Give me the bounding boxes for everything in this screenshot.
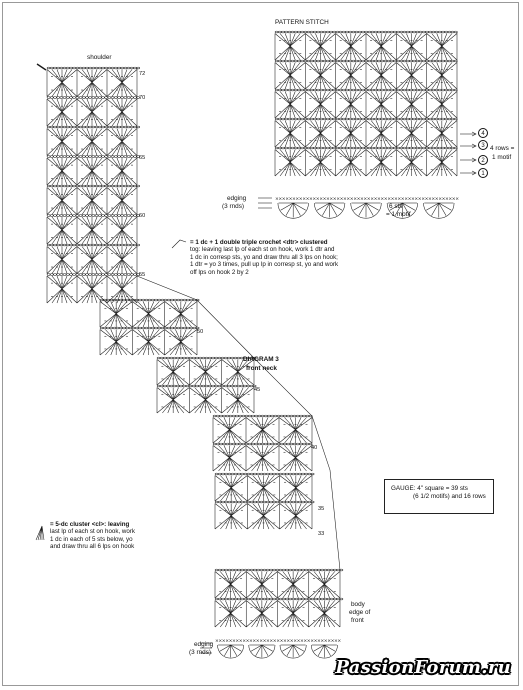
row-number-45: 45 — [254, 387, 261, 393]
svg-text:×: × — [322, 197, 327, 202]
svg-text:×: × — [310, 639, 315, 644]
row-marker-4: 4 — [478, 128, 488, 138]
svg-text:×: × — [356, 197, 361, 202]
pattern-stitch-edging — [275, 196, 459, 218]
svg-text:×: × — [319, 197, 324, 202]
svg-text:×: × — [306, 639, 311, 644]
svg-text:×: × — [315, 197, 320, 202]
svg-text:×: × — [438, 197, 443, 202]
legend-cluster-line-4: and draw thru all 6 lps on hook — [50, 543, 135, 551]
shoulder-label: shoulder — [87, 54, 112, 61]
svg-text:×: × — [309, 197, 313, 202]
svg-text:×: × — [288, 197, 293, 202]
legend-dtr-line-2: tog: leaving last lp of each st on hook, work 1 dtr and — [190, 246, 335, 254]
svg-text:×: × — [326, 197, 330, 202]
svg-text:×: × — [349, 197, 354, 202]
legend-dtr-line-4: 1 dtr = yo 3 times, pull up lp in corresp st, yo and work — [190, 261, 339, 269]
svg-text:×: × — [339, 197, 344, 202]
svg-text:×: × — [363, 197, 368, 202]
svg-text:×: × — [272, 639, 277, 644]
svg-text:×: × — [414, 197, 419, 202]
diagram-step-1 — [100, 299, 199, 355]
gauge-line-1: GAUGE: 4" square = 39 sts — [391, 485, 468, 492]
svg-text:×: × — [218, 639, 223, 644]
svg-text:×: × — [366, 197, 371, 202]
diagram-step-3 — [213, 415, 312, 471]
svg-text:×: × — [302, 197, 307, 202]
row-marker-2: 2 — [478, 155, 488, 165]
svg-text:×: × — [323, 639, 328, 644]
legend-cluster-line-2: last lp of each st on hook, work — [50, 528, 135, 536]
diagram-step-2 — [157, 357, 256, 413]
svg-text:×: × — [394, 197, 398, 202]
svg-text:×: × — [417, 197, 422, 202]
svg-text:×: × — [337, 639, 342, 644]
svg-text:×: × — [295, 197, 300, 202]
svg-text:×: × — [424, 197, 429, 202]
body-edge-label-3: front — [351, 617, 364, 624]
svg-text:×: × — [215, 639, 219, 644]
svg-text:×: × — [431, 197, 436, 202]
legend-dtr-line-5: off lps on hook 2 by 2 — [190, 268, 249, 276]
legend-dtr — [190, 239, 338, 276]
edging-bottom-label-1: edging — [194, 641, 214, 648]
svg-text:×: × — [441, 197, 446, 202]
diagram-bottom-edging — [215, 638, 341, 658]
svg-text:×: × — [221, 639, 226, 644]
gauge-line-2: (6 1/2 motifs) and 16 rows — [413, 492, 486, 500]
svg-text:×: × — [281, 197, 286, 202]
legend-cluster-line-3: 1 dc in each of 5 sts below, yo — [50, 535, 133, 543]
svg-text:×: × — [249, 639, 253, 644]
svg-text:×: × — [245, 639, 250, 644]
svg-text:×: × — [428, 197, 432, 202]
row-marker-3: 3 — [478, 140, 488, 150]
legend-cluster — [50, 521, 135, 551]
svg-text:×: × — [292, 197, 296, 202]
svg-text:×: × — [286, 639, 291, 644]
svg-text:×: × — [332, 197, 337, 202]
neck-edge-line — [37, 64, 340, 570]
svg-text:×: × — [289, 639, 294, 644]
diagram-title: DIAGRAM 3 — [243, 356, 279, 363]
edging-top-label-1: edging — [227, 195, 247, 202]
svg-text:×: × — [334, 639, 338, 644]
row-number-60: 60 — [139, 213, 146, 219]
svg-text:×: × — [303, 639, 308, 644]
svg-text:×: × — [434, 197, 439, 202]
pattern-stitch-title: PATTERN STITCH — [275, 19, 329, 26]
watermark-logo: PassionForum.ru — [335, 657, 511, 678]
row-number-72: 72 — [139, 71, 146, 77]
svg-text:×: × — [411, 197, 415, 202]
svg-text:×: × — [404, 197, 409, 202]
svg-text:×: × — [336, 197, 341, 202]
svg-text:×: × — [400, 197, 405, 202]
svg-text:×: × — [283, 639, 287, 644]
gauge-box — [384, 479, 494, 514]
svg-text:×: × — [312, 197, 317, 202]
four-rows-label: 4 rows = — [490, 145, 515, 152]
svg-text:×: × — [383, 197, 388, 202]
svg-text:×: × — [329, 197, 334, 202]
legend-cluster-line-1: = 5-dc cluster <cl>: leaving — [50, 521, 130, 528]
svg-text:×: × — [252, 639, 257, 644]
svg-text:×: × — [225, 639, 230, 644]
svg-text:×: × — [232, 639, 236, 644]
diagram-lower-block — [215, 569, 343, 627]
edging-bottom-label-2: (3 rnds) — [189, 649, 212, 656]
svg-text:×: × — [330, 639, 335, 644]
svg-text:×: × — [380, 197, 385, 202]
svg-text:×: × — [305, 197, 310, 202]
svg-text:×: × — [285, 197, 290, 202]
svg-text:×: × — [228, 639, 233, 644]
row-number-70: 70 — [139, 95, 146, 101]
svg-text:×: × — [353, 197, 358, 202]
svg-text:×: × — [390, 197, 395, 202]
svg-text:×: × — [451, 197, 456, 202]
svg-text:×: × — [313, 639, 318, 644]
svg-text:×: × — [278, 197, 283, 202]
svg-text:×: × — [343, 197, 347, 202]
svg-text:×: × — [360, 197, 364, 202]
svg-text:×: × — [455, 197, 460, 202]
row-arrows — [460, 132, 476, 175]
svg-text:×: × — [269, 639, 274, 644]
svg-text:×: × — [320, 639, 325, 644]
svg-text:×: × — [373, 197, 378, 202]
svg-text:×: × — [276, 639, 281, 644]
svg-text:×: × — [296, 639, 301, 644]
svg-text:×: × — [275, 197, 279, 202]
svg-text:×: × — [421, 197, 426, 202]
legend-dtr-line-3: 1 dc in corresp sts, yo and draw thru all 3 lps on hook; — [190, 253, 338, 261]
row-number-40: 40 — [311, 445, 318, 451]
svg-text:×: × — [448, 197, 453, 202]
svg-text:×: × — [266, 639, 270, 644]
svg-text:×: × — [300, 639, 304, 644]
svg-text:×: × — [298, 197, 303, 202]
pattern-stitch-swatch — [275, 31, 457, 176]
row-number-55: 55 — [139, 272, 146, 278]
svg-text:×: × — [317, 639, 321, 644]
one-motif-bottom-label: = 1 motif — [386, 211, 411, 218]
svg-text:×: × — [407, 197, 412, 202]
svg-text:×: × — [235, 639, 240, 644]
row-marker-1: 1 — [478, 168, 488, 178]
svg-text:×: × — [387, 197, 392, 202]
svg-text:×: × — [279, 639, 284, 644]
svg-text:×: × — [262, 639, 267, 644]
svg-text:×: × — [377, 197, 381, 202]
svg-text:×: × — [255, 639, 260, 644]
row-number-50: 50 — [197, 329, 204, 335]
body-edge-label-2: edge of — [349, 609, 371, 616]
edging-top-label-2: (3 rnds) — [222, 203, 245, 210]
svg-text:×: × — [293, 639, 298, 644]
svg-text:×: × — [327, 639, 332, 644]
legend-dtr-line-1: = 1 dc + 1 double triple crochet <dtr> clustered — [190, 239, 328, 246]
row-number-33: 33 — [318, 531, 325, 537]
one-motif-right-label: 1 motif — [492, 154, 512, 161]
six-sts-label: 6 sts — [389, 203, 403, 210]
svg-text:×: × — [346, 197, 351, 202]
svg-text:×: × — [238, 639, 243, 644]
row-number-65: 65 — [139, 155, 146, 161]
svg-text:×: × — [445, 197, 449, 202]
diagram-shoulder-block — [47, 67, 140, 303]
diagram-subtitle: front neck — [246, 365, 277, 372]
svg-text:×: × — [370, 197, 375, 202]
row-number-35: 35 — [318, 506, 325, 512]
svg-text:×: × — [397, 197, 402, 202]
legend-symbols — [36, 240, 186, 540]
svg-text:×: × — [242, 639, 247, 644]
svg-text:×: × — [259, 639, 264, 644]
body-edge-label-1: body — [351, 601, 365, 608]
diagram-step-4 — [215, 473, 314, 529]
